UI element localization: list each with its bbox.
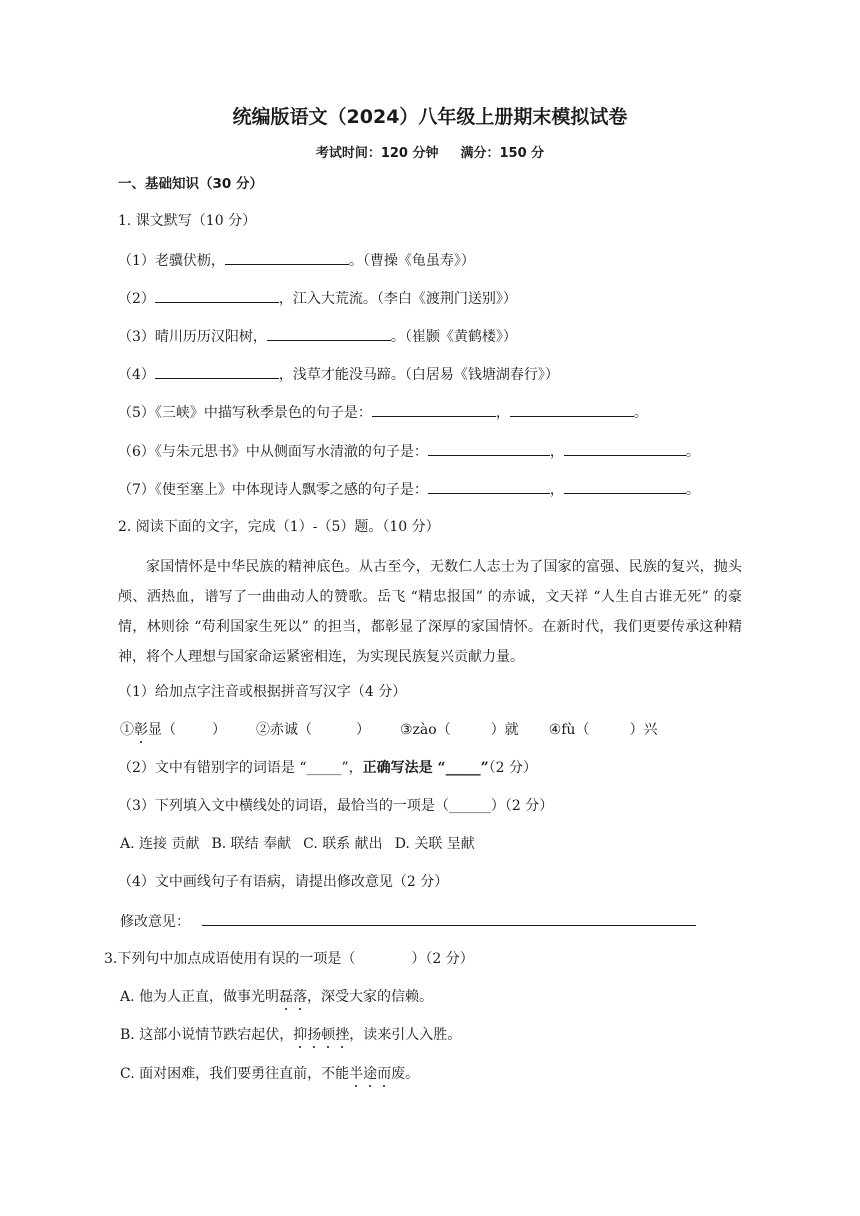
q2-heading: 2. 阅读下面的文字，完成（1）-（5）题。（10 分）	[118, 519, 440, 535]
q1-heading: 1. 课文默写（10 分）	[118, 213, 257, 229]
dotted-char: 抑	[293, 1027, 308, 1043]
answer-blank[interactable]	[510, 402, 634, 417]
q1-item-2-suffix: ，江入大荒流。（李白《渡荆门送别》）	[278, 291, 517, 307]
exam-title: 统编版语文（2024）八年级上册期末模拟试卷	[232, 106, 628, 128]
q1-item-4-suffix: ，浅草才能没马蹄。（白居易《钱塘湖春行》）	[278, 367, 559, 383]
exam-meta	[0, 144, 860, 164]
q1-item-6	[118, 441, 700, 462]
q1-item-5	[118, 402, 648, 423]
q3-option-b[interactable]	[120, 1025, 461, 1045]
q3-a-text: A. 他为人正直，做事光明	[120, 989, 280, 1005]
dotted-char: 扬	[307, 1027, 322, 1043]
q2-sub2-c: （2 分）	[488, 760, 538, 776]
answer-blank[interactable]	[225, 250, 349, 265]
item-b-start: ②赤	[256, 722, 284, 738]
q3-option-c[interactable]	[120, 1064, 419, 1084]
item-c-end: ）就	[490, 722, 519, 738]
q1-item-5-suffix: 。	[633, 405, 648, 421]
option-c[interactable]: C. 联系 献出	[303, 836, 383, 852]
q1-item-7	[118, 479, 700, 500]
q2-sub1: （1）给加点字注音或根据拼音写汉字（4 分）	[118, 684, 407, 700]
q1-item-6-prefix: （6）《与朱元思书》中从侧面写水清澈的句子是：	[118, 444, 428, 460]
q1-item-6-suffix: 。	[685, 444, 700, 460]
item-a-number: ①	[120, 722, 134, 738]
q1-item-1-prefix: （1）老骥伏枥，	[118, 253, 225, 269]
q1-item-2	[118, 288, 517, 309]
item-b-open: （	[298, 722, 312, 738]
option-b[interactable]: B. 联结 奉献	[211, 836, 292, 852]
dotted-char: 磊	[279, 989, 294, 1005]
q1-item-7-suffix: 。	[685, 482, 700, 498]
answer-blank[interactable]	[564, 479, 686, 494]
q2-sub2	[118, 758, 537, 778]
dotted-char: 挫	[335, 1027, 350, 1043]
q3-heading	[104, 949, 474, 969]
q2-sub4-answer	[120, 911, 696, 932]
dotted-char: 彰	[134, 722, 148, 738]
q2-sub3: （3）下列填入文中横线处的词语，最恰当的一项是（______）（2 分）	[118, 798, 554, 814]
item-d-end: ）兴	[629, 722, 658, 738]
q3-heading-end: ）（2 分）	[411, 951, 474, 967]
item-c-start: ③zào（	[400, 722, 451, 738]
q2-sub2-a: （2）文中有错别字的词语是 “_____”，	[118, 760, 363, 776]
option-a[interactable]: A. 连接 贡献	[120, 836, 200, 852]
q1-item-5-separator: ，	[495, 405, 510, 421]
dotted-char: 半	[349, 1066, 364, 1082]
dotted-idiom	[279, 989, 307, 1005]
q1-item-5-prefix: （5）《三峡》中描写秋季景色的句子是：	[118, 405, 372, 421]
answer-blank[interactable]	[155, 288, 279, 303]
q1-item-4-prefix: （4）	[118, 367, 155, 383]
answer-blank[interactable]	[564, 441, 686, 456]
q1-item-7-separator: ，	[549, 482, 564, 498]
revision-answer-line[interactable]	[202, 911, 696, 926]
q2-sub1-items	[120, 720, 657, 740]
dotted-char: 落	[293, 989, 308, 1005]
q2-sub4: （4）文中画线句子有语病，请提出修改意见（2 分）	[118, 874, 449, 890]
revision-label: 修改意见：	[120, 914, 190, 930]
answer-blank[interactable]	[155, 364, 279, 379]
dotted-char: 顿	[321, 1027, 336, 1043]
q1-item-6-separator: ，	[549, 444, 564, 460]
q1-item-4	[118, 364, 559, 385]
q2-passage: 家国情怀是中华民族的精神底色。从古至今，无数仁人志士为了国家的富强、民族的复兴，抛头颅、洒热血，谱写了一曲曲动人的赞歌。岳飞 “精忠报国” 的赤诚，文天祥 “人生自古谁无死” 的豪情，林则徐 “苟利国家生死以” 的担当，都彰显了深厚的家国情怀。在新时代，我们更要传承这种精神，将个人理想与国家命运紧密相连，为实现民族复兴贡献力量。	[118, 559, 742, 665]
section-heading-basics: 一、基础知识（30 分）	[118, 176, 263, 192]
q3-b-rest: ，读来引人入胜。	[349, 1027, 462, 1043]
item-d-start: ④fù（	[548, 722, 590, 738]
q1-item-3-suffix: 。（崔颢《黄鹤楼》）	[390, 329, 517, 345]
q3-c-text: C. 面对困难，我们要勇往直前，不能	[120, 1066, 350, 1082]
q2-sub2-b: 正确写法是 “_____”	[362, 760, 489, 776]
item-a-rest: 显（	[148, 722, 176, 738]
dotted-idiom	[349, 1066, 391, 1082]
dotted-char: 途	[363, 1066, 378, 1082]
item-b-close: ）	[356, 722, 370, 738]
answer-blank[interactable]	[428, 441, 550, 456]
q1-item-3-prefix: （3）晴川历历汉阳树，	[118, 329, 267, 345]
dotted-idiom	[293, 1027, 349, 1043]
q1-item-7-prefix: （7）《使至塞上》中体现诗人飘零之感的句子是：	[118, 482, 428, 498]
q2-sub3-options	[120, 834, 475, 854]
q3-option-a[interactable]	[120, 987, 433, 1007]
answer-blank[interactable]	[267, 326, 391, 341]
q1-item-2-prefix: （2）	[118, 291, 155, 307]
exam-score: 满分：150 分	[460, 146, 545, 161]
option-d[interactable]: D. 关联 呈献	[394, 836, 475, 852]
exam-time: 考试时间：120 分钟	[315, 146, 439, 161]
item-b-char: 诚	[284, 722, 298, 738]
answer-blank[interactable]	[428, 479, 550, 494]
q1-item-1	[118, 250, 475, 271]
q3-heading-text: 3.下列句中加点成语使用有误的一项是（	[104, 951, 356, 967]
q3-c-rest: 废。	[391, 1066, 420, 1082]
q1-item-3	[118, 326, 517, 347]
dotted-char: 而	[377, 1066, 392, 1082]
q3-a-rest: ，深受大家的信赖。	[307, 989, 434, 1005]
answer-blank[interactable]	[372, 402, 496, 417]
q3-b-text: B. 这部小说情节跌宕起伏，	[120, 1027, 294, 1043]
item-a-close: ）	[212, 722, 226, 738]
q1-item-1-suffix: 。（曹操《龟虽寿》）	[348, 253, 475, 269]
